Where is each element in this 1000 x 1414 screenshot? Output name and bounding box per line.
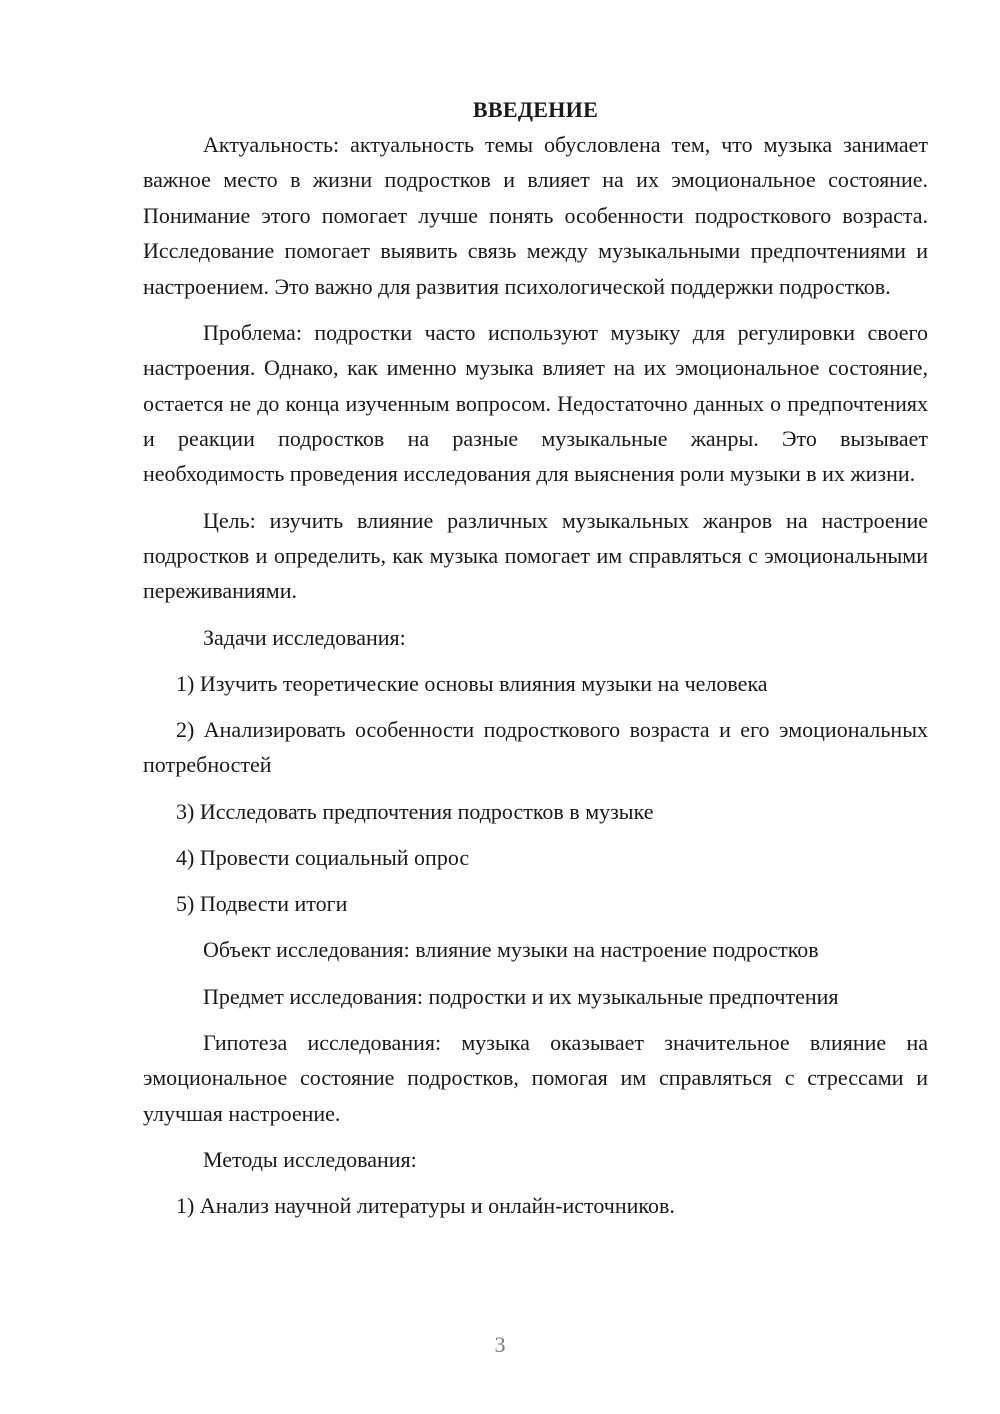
task-item-1: 1) Изучить теоретические основы влияния музыки на человека bbox=[176, 670, 768, 696]
task-item-2: 2) Анализировать особенности подросткового возраста и его эмоциональных потребностей bbox=[143, 717, 928, 778]
page-number: 3 bbox=[494, 1332, 506, 1357]
method-item-1: 1) Анализ научной литературы и онлайн-источников. bbox=[176, 1192, 675, 1218]
paragraph-object: Объект исследования: влияние музыки на настроение подростков bbox=[203, 937, 819, 963]
tasks-heading: Задачи исследования: bbox=[203, 624, 406, 650]
task-item-3: 3) Исследовать предпочтения подростков в музыке bbox=[176, 798, 654, 824]
paragraph-problem: Проблема: подростки часто используют музыку для регулировки своего настроения. Однако, как именно музыка влияет на их эмоциональное состояние, остается не до конца изученным вопросом. Недостаточно данных о предпочтениях и реакции подростков на разные музыкальные жанры. Это вызывает необходимость проведения исследования для выяснения роли музыки в их жизни. bbox=[143, 319, 928, 487]
paragraph-subject: Предмет исследования: подростки и их музыкальные предпочтения bbox=[203, 983, 839, 1009]
paragraph-hypothesis: Гипотеза исследования: музыка оказывает значительное влияние на эмоциональное состояние подростков, помогая им справляться с стрессами и улучшая настроение. bbox=[143, 1029, 928, 1126]
paragraph-goal: Цель: изучить влияние различных музыкальных жанров на настроение подростков и определить, как музыка помогает им справляться с эмоциональными переживаниями. bbox=[143, 507, 928, 604]
task-item-5: 5) Подвести итоги bbox=[176, 891, 348, 917]
paragraph-relevance: Актуальность: актуальность темы обусловлена тем, что музыка занимает важное место в жизни подростков и влияет на их эмоциональное состояние. Понимание этого помогает лучше понять особенности подросткового возраста. Исследование помогает выявить связь между музыкальными предпочтениями и настроением. Это важно для развития психологической поддержки подростков. bbox=[143, 132, 928, 299]
methods-heading: Методы исследования: bbox=[203, 1146, 417, 1172]
section-title: ВВЕДЕНИЕ bbox=[472, 97, 599, 122]
task-item-4: 4) Провести социальный опрос bbox=[176, 844, 470, 870]
document-page bbox=[143, 92, 928, 1223]
